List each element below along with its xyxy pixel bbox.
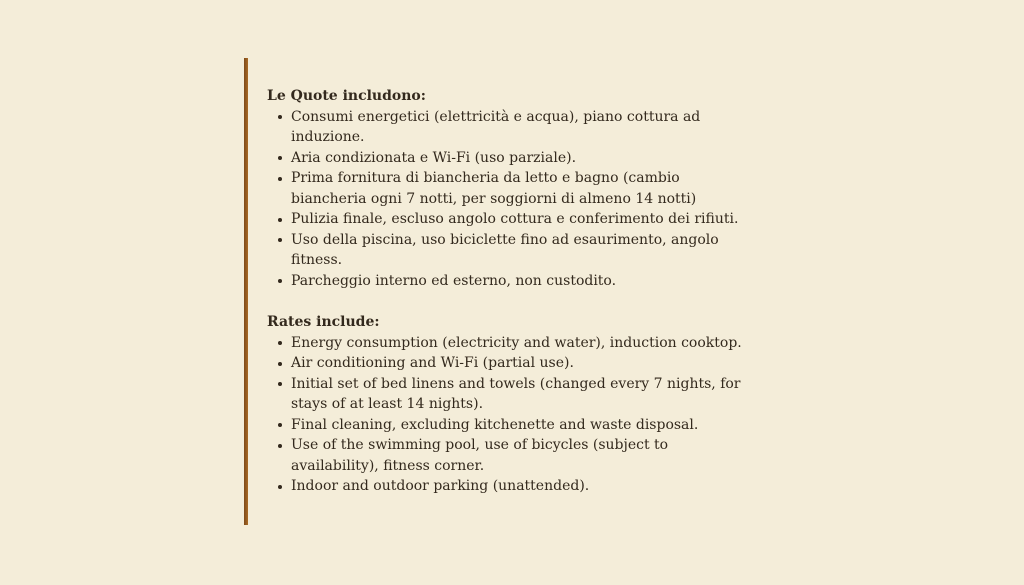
vertical-accent-line	[244, 58, 248, 525]
list-item: Air conditioning and Wi-Fi (partial use).	[291, 353, 757, 374]
list-item: Uso della piscina, uso biciclette fino ad esaurimento, angolo fitness.	[291, 230, 757, 271]
list-item: Consumi energetici (elettricità e acqua), piano cottura ad induzione.	[291, 107, 757, 148]
section-heading-english: Rates include:	[267, 314, 380, 330]
section-heading-italian: Le Quote includono:	[267, 88, 426, 104]
bullet-list-italian	[267, 107, 757, 292]
list-item: Use of the swimming pool, use of bicycles (subject to availability), fitness corner.	[291, 435, 757, 476]
bullet-list-english	[267, 333, 757, 497]
list-item: Prima fornitura di biancheria da letto e bagno (cambio biancheria ogni 7 notti, per soggiorni di almeno 14 notti)	[291, 168, 757, 209]
section-english-rates	[267, 312, 757, 497]
list-item: Aria condizionata e Wi-Fi (uso parziale).	[291, 148, 757, 169]
list-item: Pulizia finale, escluso angolo cottura e conferimento dei rifiuti.	[291, 209, 757, 230]
rates-info-panel	[267, 86, 757, 497]
list-item: Parcheggio interno ed esterno, non custodito.	[291, 271, 757, 292]
list-item: Final cleaning, excluding kitchenette and waste disposal.	[291, 415, 757, 436]
list-item: Indoor and outdoor parking (unattended).	[291, 476, 757, 497]
list-item: Energy consumption (electricity and water), induction cooktop.	[291, 333, 757, 354]
section-italian-rates	[267, 86, 757, 291]
list-item: Initial set of bed linens and towels (changed every 7 nights, for stays of at least 14 nights).	[291, 374, 757, 415]
